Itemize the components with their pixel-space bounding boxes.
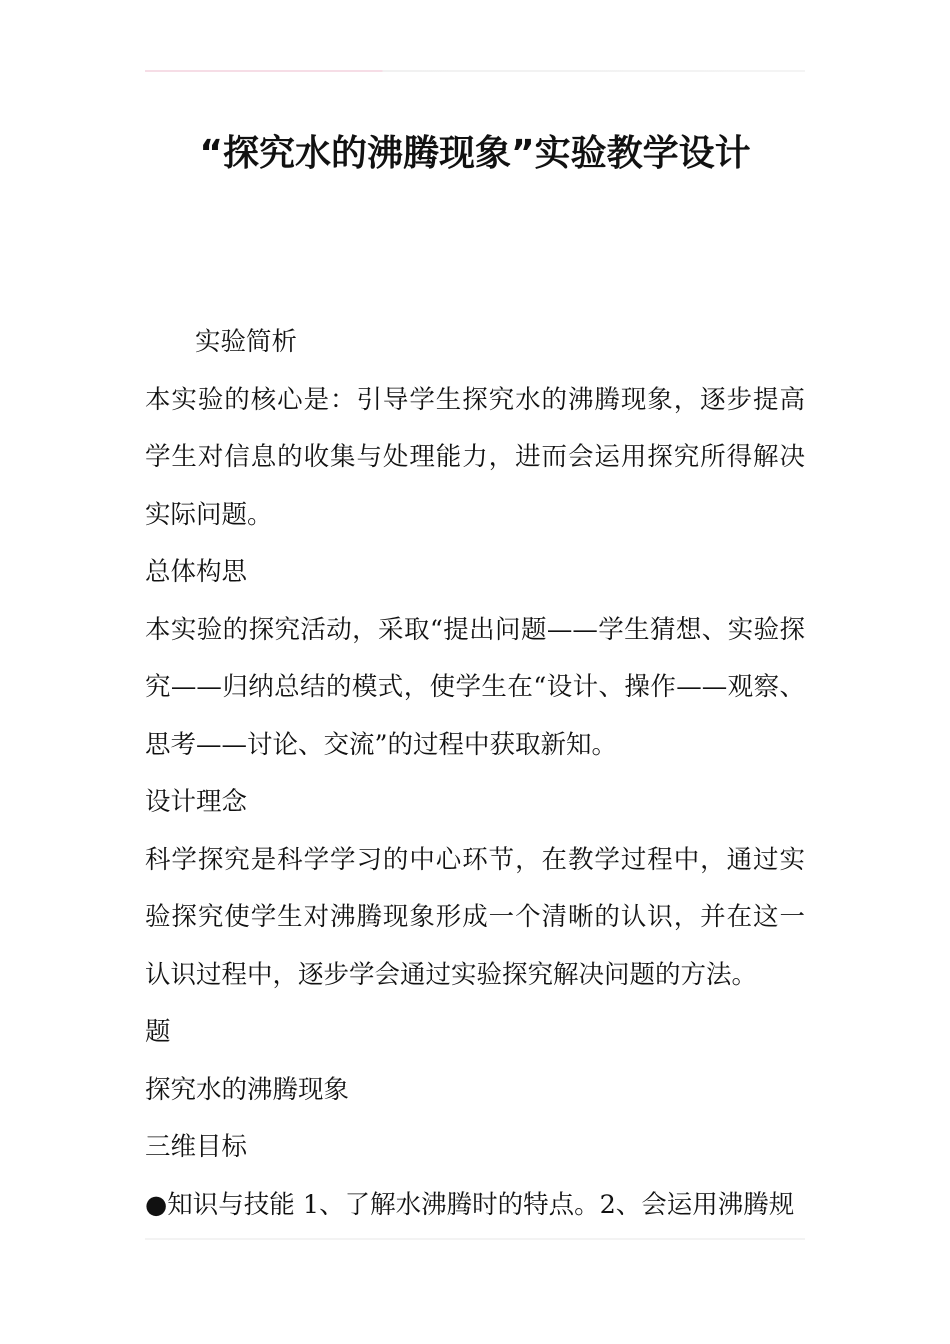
section-body-concept: 本实验的探究活动，采取“提出问题——学生猜想、实验探究——归纳总结的模式，使学生在“设计、操作——观察、思考——讨论、交流”的过程中获取新知。: [145, 614, 805, 760]
document-title: “探究水的沸腾现象”实验教学设计: [199, 133, 751, 174]
section-heading-analysis: 实验简析: [195, 327, 298, 357]
section-heading-philosophy: 设计理念: [145, 787, 248, 817]
footer-rule: [145, 1238, 805, 1240]
section-heading-goals: 三维目标: [145, 1132, 248, 1162]
section-heading-topic: 题: [145, 1017, 171, 1047]
header-rule: [145, 70, 805, 72]
section-heading-concept: 总体构思: [145, 557, 248, 587]
section-body-topic: 探究水的沸腾现象: [145, 1074, 350, 1105]
section-body-philosophy: 科学探究是科学学习的中心环节，在教学过程中，通过实验探究使学生对沸腾现象形成一个清晰的认识，并在这一认识过程中，逐步学会通过实验探究解决问题的方法。: [145, 844, 805, 990]
section-body-analysis: 本实验的核心是：引导学生探究水的沸腾现象，逐步提高学生对信息的收集与处理能力，进而会运用探究所得解决实际问题。: [145, 384, 805, 530]
document-body: [145, 314, 805, 1234]
goals-bullet-knowledge: ●知识与技能 1、了解水沸腾时的特点。2、会运用沸腾规: [145, 1189, 795, 1220]
